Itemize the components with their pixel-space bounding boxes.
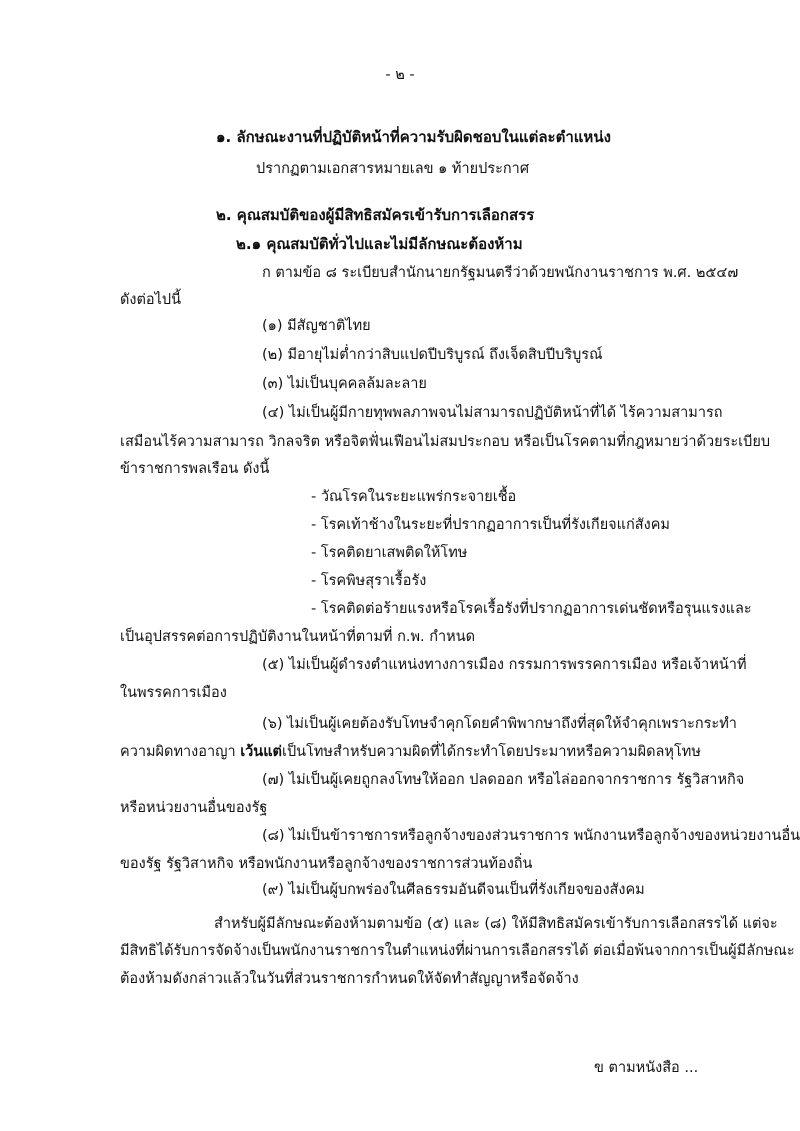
continuation-footer: ข ตามหนังสือ ...: [594, 1060, 699, 1076]
disease-4: - โรคพิษสุราเรื้อรัง: [311, 573, 427, 589]
item-3: (๓) ไม่เป็นบุคคลล้มละลาย: [262, 376, 427, 392]
item-6-line2: [120, 741, 701, 763]
section2-subheading: ๒.๑ คุณสมบัติทั่วไปและไม่มีลักษณะต้องห้าม: [236, 235, 523, 253]
disease-3: - โรคติดยาเสพติดให้โทษ: [311, 545, 468, 561]
item-1: (๑) มีสัญชาติไทย: [262, 318, 371, 334]
item-6-emphasis: เว้นแต่: [240, 744, 282, 760]
disease-5-line2: เป็นอุปสรรคต่อการปฏิบัติงานในหน้าที่ตามที่ ก.พ. กำหนด: [120, 629, 476, 645]
clause-a-line2: ดังต่อไปนี้: [120, 292, 182, 308]
disease-5-line1: - โรคติดต่อร้ายแรงหรือโรคเรื้อรังที่ปรากฏอาการเด่นชัดหรือรุนแรงและ: [311, 601, 752, 617]
item-4-line1: (๔) ไม่เป็นผู้มีกายทุพพลภาพจนไม่สามารถปฏิบัติหน้าที่ได้ ไร้ความสามารถ: [262, 405, 723, 421]
note-line3: ต้องห้ามดังกล่าวแล้วในวันที่ส่วนราชการกำหนดให้จัดทำสัญญาหรือจัดจ้าง: [120, 971, 579, 987]
section2-heading: ๒. คุณสมบัติของผู้มีสิทธิสมัครเข้ารับการเลือกสรร: [216, 206, 535, 224]
disease-1: - วัณโรคในระยะแพร่กระจายเชื้อ: [311, 489, 517, 505]
item-5-line2: ในพรรคการเมือง: [120, 685, 227, 701]
item-7-line2: หรือหน่วยงานอื่นของรัฐ: [120, 800, 268, 816]
note-line2: มีสิทธิได้รับการจัดจ้างเป็นพนักงานราชการในตำแหน่งที่ผ่านการเลือกสรรได้ ต่อเมื่อพ้นจากการเป็นผู้มีลักษณะ: [120, 943, 795, 959]
clause-a-line1: ก ตามข้อ ๘ ระเบียบสำนักนายกรัฐมนตรีว่าด้วยพนักงานราชการ พ.ศ. ๒๕๔๗: [262, 265, 739, 281]
item-6-line1: (๖) ไม่เป็นผู้เคยต้องรับโทษจำคุกโดยคำพิพากษาถึงที่สุดให้จำคุกเพราะกระทำ: [262, 716, 737, 732]
note-line1: สำหรับผู้มีลักษณะต้องห้ามตามข้อ (๕) และ (๘) ให้มีสิทธิสมัครเข้ารับการเลือกสรรได้ แต่จะ: [214, 916, 778, 932]
item-7-line1: (๗) ไม่เป็นผู้เคยถูกลงโทษให้ออก ปลดออก หรือไล่ออกจากราชการ รัฐวิสาหกิจ: [262, 772, 745, 788]
item-5-line1: (๕) ไม่เป็นผู้ดำรงตำแหน่งทางการเมือง กรรมการพรรคการเมือง หรือเจ้าหน้าที่: [262, 657, 747, 673]
item-2: (๒) มีอายุไม่ต่ำกว่าสิบแปดปีบริบูรณ์ ถึงเจ็ดสิบปีบริบูรณ์: [262, 347, 603, 363]
item-8-line2: ของรัฐ รัฐวิสาหกิจ หรือพนักงานหรือลูกจ้างของราชการส่วนท้องถิ่น: [120, 856, 533, 872]
item-4-line2: เสมือนไร้ความสามารถ วิกลจริต หรือจิตฟั่นเฟือนไม่สมประกอบ หรือเป็นโรคตามที่กฎหมายว่าด้วยระเบียบ: [120, 434, 771, 450]
section1-text: ปรากฏตามเอกสารหมายเลข ๑ ท้ายประกาศ: [256, 161, 530, 177]
disease-2: - โรคเท้าช้างในระยะที่ปรากฏอาการเป็นที่รังเกียจแก่สังคม: [311, 517, 670, 533]
section1-heading: ๑. ลักษณะงานที่ปฏิบัติหน้าที่ความรับผิดชอบในแต่ละตำแหน่ง: [216, 128, 611, 146]
item-4-line3: ข้าราชการพลเรือน ดังนี้: [120, 461, 270, 477]
item-6-text-a: ความผิดทางอาญา: [120, 744, 241, 760]
item-9: (๙) ไม่เป็นผู้บกพร่องในศีลธรรมอันดีจนเป็นที่รังเกียจของสังคม: [262, 882, 645, 898]
item-8-line1: (๘) ไม่เป็นข้าราชการหรือลูกจ้างของส่วนราชการ พนักงานหรือลูกจ้างของหน่วยงานอื่น: [262, 828, 800, 844]
item-6-text-c: เป็นโทษสำหรับความผิดที่ได้กระทำโดยประมาทหรือความผิดลหุโทษ: [281, 744, 701, 760]
page-number: - ๒ -: [385, 67, 415, 83]
